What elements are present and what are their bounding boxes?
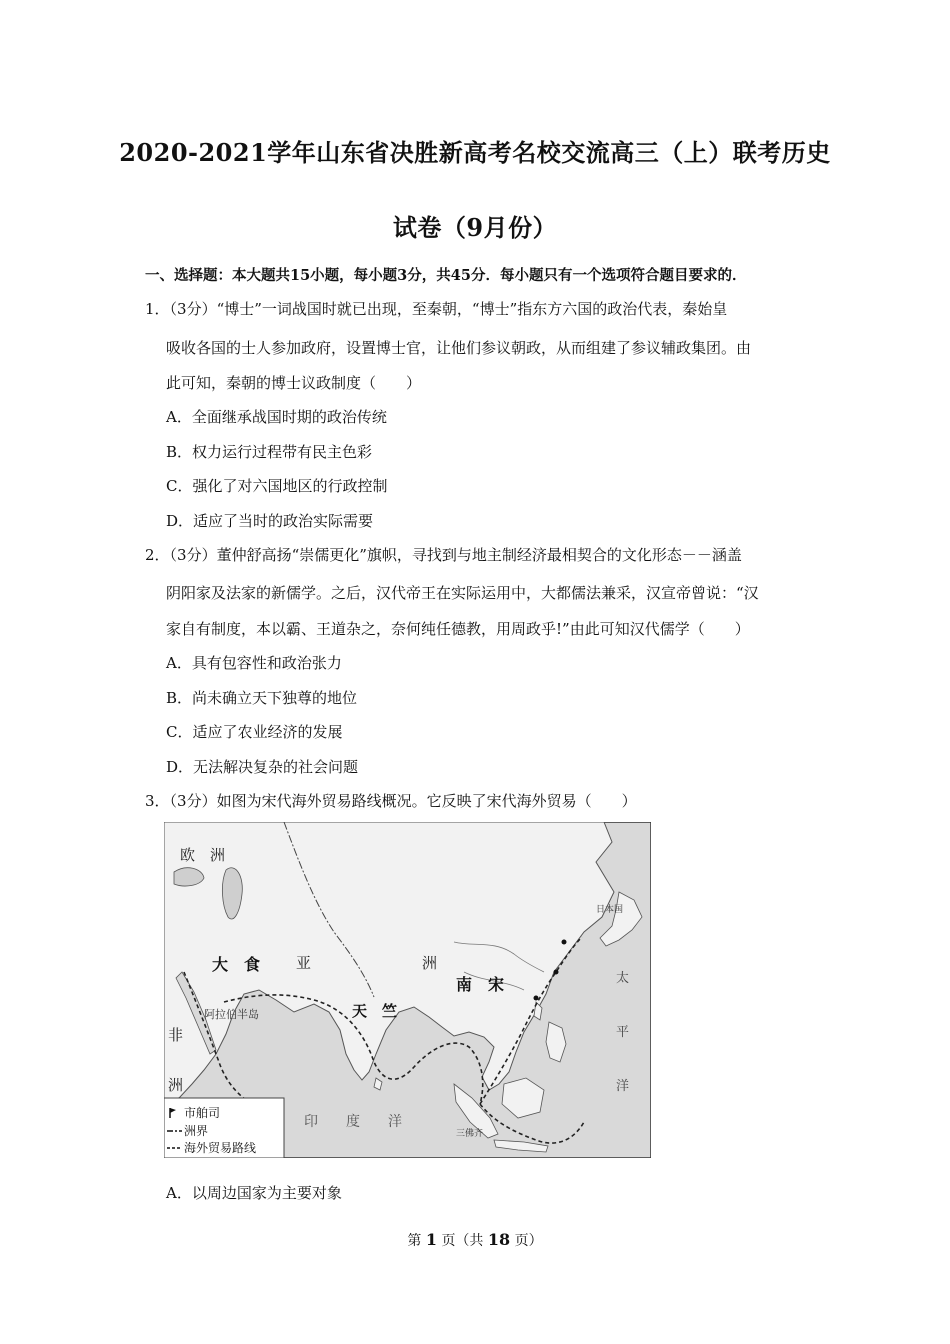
footer-prefix: 第 [407,1233,422,1249]
map-label-dashi: 大 食 [212,955,261,974]
question-1-option-c: C．强化了对六国地区的行政控制 [166,477,388,495]
question-1-line-1: 1．（3分）“博士”一词战国时就已出现，至秦朝，“博士”指东方六国的政治代表，秦始皇 [145,300,728,318]
map-label-japan: 日本国 [596,905,624,915]
page-title-line2: 试卷（9月份） [392,213,558,242]
map-label-nansong: 南 宋 [456,975,505,994]
question-1-line-2: 吸收各国的士人参加政府，设置博士官，让他们参议朝政，从而组建了参议辅政集团。由 [166,339,752,357]
map-label-africa-zhou: 洲 [168,1076,184,1094]
question-2-line-3: 家自有制度，本以霸、王道杂之，奈何纯任德教，用周政乎!”由此可知汉代儒学（ ） [166,620,750,638]
page-footer [0,1230,950,1250]
map-label-pacific-ping: 平 [616,1025,630,1040]
map-label-pacific-yang: 洋 [616,1079,630,1094]
map-port-marker [554,970,559,975]
map-label-tianzhu: 天 竺 [352,1002,398,1020]
footer-total-pages: 18 [487,1230,511,1249]
map-legend-item-1: 市舶司 [184,1106,221,1120]
map-label-africa-fei: 非 [168,1026,184,1044]
map-label-asia-zhou: 洲 [422,954,438,972]
map-port-marker [534,996,539,1001]
question-3-option-a: A．以周边国家为主要对象 [166,1184,342,1202]
question-2-line-1: 2．（3分）董仲舒高扬“崇儒更化”旗帜，寻找到与地主制经济最相契合的文化形态－－涵盖 [145,546,742,564]
question-1-option-d: D．适应了当时的政治实际需要 [166,512,374,530]
footer-mid: 页（共 [441,1233,484,1249]
song-trade-route-map [164,822,651,1158]
question-1-option-a: A．全面继承战国时期的政治传统 [166,408,387,426]
map-label-pacific-tai: 太 [616,971,630,986]
question-3-line-1: 3．（3分）如图为宋代海外贸易路线概况。它反映了宋代海外贸易（ ） [145,792,637,810]
map-port-marker [562,940,567,945]
question-2-option-d: D．无法解决复杂的社会问题 [166,758,359,776]
map-label-asia-ya: 亚 [296,954,312,972]
footer-suffix: 页） [514,1233,543,1249]
map-label-indian-ocean: 印 度 洋 [304,1114,402,1130]
question-1-line-3: 此可知，秦朝的博士议政制度（ ） [166,374,422,392]
map-label-arabia: 阿拉伯半岛 [204,1008,259,1021]
footer-page-number: 1 [425,1230,437,1249]
question-2-option-a: A．具有包容性和政治张力 [166,654,342,672]
section-heading: 一、选择题：本大题共15小题，每小题3分，共45分．每小题只有一个选项符合题目要求的． [145,267,747,284]
question-2-line-2: 阴阳家及法家的新儒学。之后，汉代帝王在实际运用中，大都儒法兼采，汉宣帝曾说：“汉 [166,584,759,602]
question-1-option-b: B．权力运行过程带有民主色彩 [166,443,373,461]
question-2-option-c: C．适应了农业经济的发展 [166,723,343,741]
map-legend-item-3: 海外贸易路线 [184,1141,257,1155]
map-label-europe: 欧 洲 [180,846,226,864]
map-legend-item-2: 洲界 [184,1124,209,1138]
map-label-sanfoqi: 三佛齐 [456,1129,484,1139]
question-2-option-b: B．尚未确立天下独尊的地位 [166,689,358,707]
page-title: 2020-2021学年山东省决胜新高考名校交流高三（上）联考历史 [119,138,831,167]
